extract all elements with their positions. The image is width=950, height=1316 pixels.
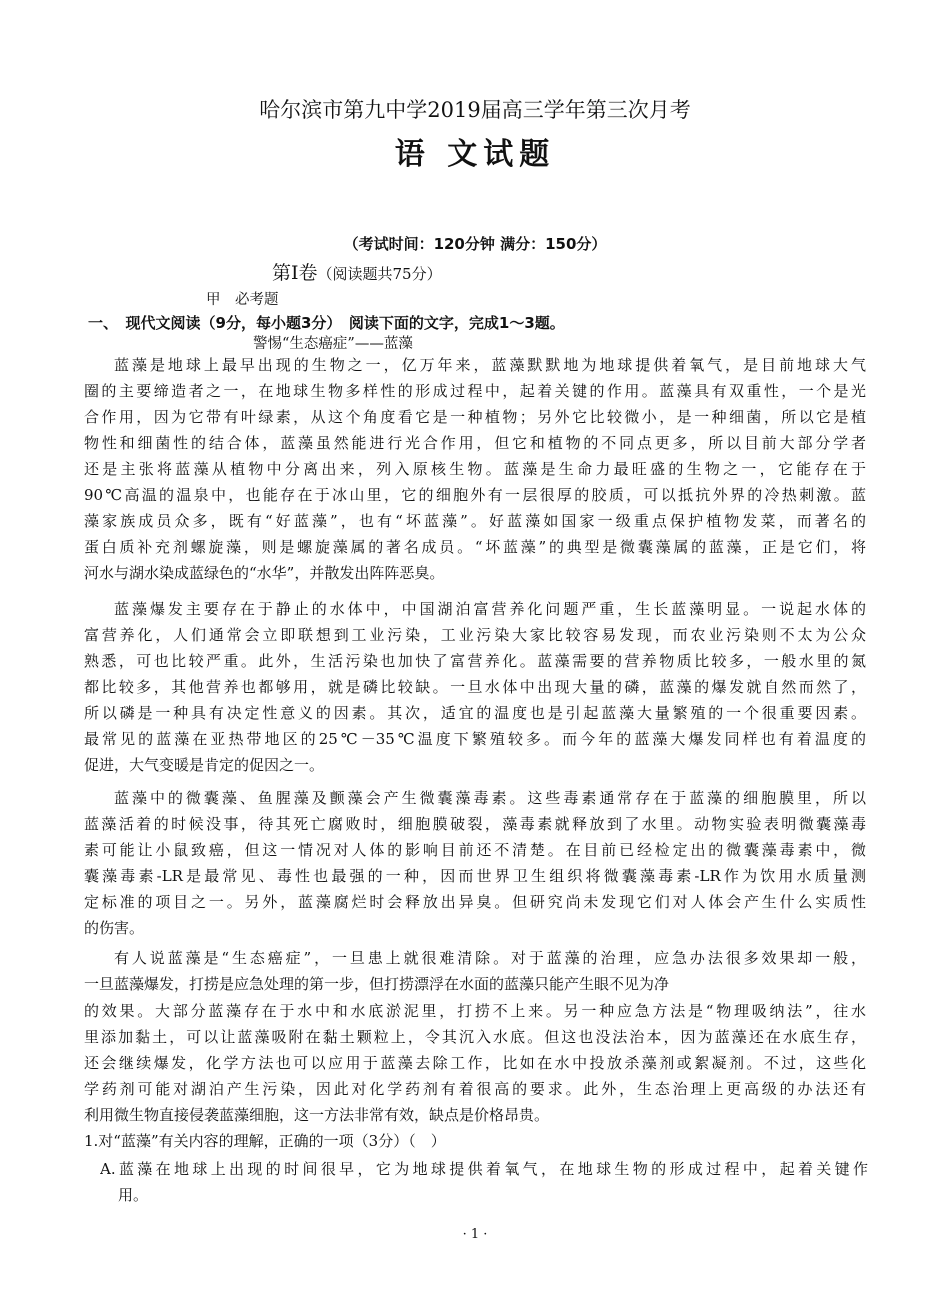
passage-line: 的效果。大部分蓝藻存在于水中和水底淤泥里，打捞不上来。另一种应急方法是“物理吸纳法”，往水 [84, 1002, 866, 1020]
passage-line: 河水与湖水染成蓝绿色的“水华”，并散发出阵阵恶臭。 [84, 564, 445, 582]
passage-line: 里添加黏土，可以让蓝藻吸附在黏土颗粒上，令其沉入水底。但这也没法治本，因为蓝藻还在水底生存， [84, 1028, 866, 1046]
question-1-option-a: A.蓝藻在地球上出现的时间很早，它为地球提供着氧气，在地球生物的形成过程中，起着关键作 [100, 1160, 868, 1178]
exam-info: （考试时间：120分钟 满分：150分） [343, 235, 607, 253]
passage-line: 还是主张将蓝藻从植物中分离出来，列入原核生物。蓝藻是生命力最旺盛的生物之一，它能存在于 [84, 460, 866, 478]
section-heading: 一、 现代文阅读（9分，每小题3分） 阅读下面的文字，完成1～3题。 [88, 314, 565, 332]
required-label: 甲 必考题 [206, 292, 279, 308]
passage-line: 素可能让小鼠致癌，但这一情况对人体的影响目前还不清楚。在目前已经检定出的微囊藻毒素中，微 [84, 841, 866, 859]
question-1-option-a-continued: 用。 [118, 1186, 149, 1204]
passage-line: 蓝藻是地球上最早出现的生物之一，亿万年来，蓝藻默默地为地球提供着氧气，是目前地球大气 [114, 356, 866, 374]
passage-line: 利用微生物直接侵袭蓝藻细胞，这一方法非常有效，缺点是价格昂贵。 [84, 1106, 550, 1124]
passage-line: 90℃高温的温泉中，也能存在于冰山里，它的细胞外有一层很厚的胶质，可以抵抗外界的冷热刺激。蓝 [84, 486, 866, 504]
passage-line: 囊藻毒素-LR是最常见、毒性也最强的一种，因而世界卫生组织将微囊藻毒素-LR作为饮用水质量测 [84, 867, 866, 885]
volume-heading [272, 258, 442, 285]
page-number: · 1 · [462, 1227, 488, 1242]
passage-line: 蓝藻中的微囊藻、鱼腥藻及颤藻会产生微囊藻毒素。这些毒素通常存在于蓝藻的细胞膜里，所以 [114, 789, 866, 807]
passage-line: 物性和细菌性的结合体，蓝藻虽然能进行光合作用，但它和植物的不同点更多，所以目前大部分学者 [84, 434, 866, 452]
passage-line: 最常见的蓝藻在亚热带地区的25℃－35℃温度下繁殖较多。而今年的蓝藻大爆发同样也有着温度的 [84, 730, 866, 748]
subject-title: 语 文试题 [394, 137, 556, 172]
passage-line: 蛋白质补充剂螺旋藻，则是螺旋藻属的著名成员。“坏蓝藻”的典型是微囊藻属的蓝藻，正是它们，将 [84, 538, 866, 556]
passage-line: 富营养化，人们通常会立即联想到工业污染，工业污染大家比较容易发现，而农业污染则不太为公众 [84, 626, 866, 644]
passage-line: 合作用，因为它带有叶绿素，从这个角度看它是一种植物；另外它比较微小，是一种细菌，所以它是植 [84, 408, 866, 426]
passage-line: 定标准的项目之一。另外，蓝藻腐烂时会释放出异臭。但研究尚未发现它们对人体会产生什么实质性 [84, 893, 866, 911]
passage-line: 的伤害。 [84, 919, 145, 937]
passage-title: 警惕“生态癌症”——蓝藻 [253, 336, 413, 352]
passage-line: 都比较多，其他营养也都够用，就是磷比较缺。一旦水体中出现大量的磷，蓝藻的爆发就自然而然了， [84, 678, 866, 696]
passage-line: 蓝藻活着的时候没事，待其死亡腐败时，细胞膜破裂，藻毒素就释放到了水里。动物实验表明微囊藻毒 [84, 815, 866, 833]
passage-line: 学药剂可能对湖泊产生污染，因此对化学药剂有着很高的要求。此外，生态治理上更高级的办法还有 [84, 1080, 866, 1098]
passage-line: 还会继续爆发，化学方法也可以应用于蓝藻去除工作，比如在水中投放杀藻剂或絮凝剂。不过，这些化 [84, 1054, 866, 1072]
volume-label: 第Ⅰ卷 [272, 262, 318, 284]
passage-line: 一旦蓝藻爆发，打捞是应急处理的第一步，但打捞漂浮在水面的蓝藻只能产生眼不见为净 [84, 975, 670, 993]
volume-subtitle: （阅读题共75分） [317, 265, 442, 283]
passage-line: 蓝藻爆发主要存在于静止的水体中，中国湖泊富营养化问题严重，生长蓝藻明显。一说起水体的 [114, 600, 866, 618]
passage-line: 所以磷是一种具有决定性意义的因素。其次，适宜的温度也是引起蓝藻大量繁殖的一个很重要因素。 [84, 704, 866, 722]
question-1-stem: 1.对“蓝藻”有关内容的理解，正确的一项（3分）（ ） [84, 1132, 446, 1150]
passage-line: 有人说蓝藻是“生态癌症”，一旦患上就很难清除。对于蓝藻的治理，应急办法很多效果却一般， [114, 949, 866, 967]
school-title: 哈尔滨市第九中学2019届高三学年第三次月考 [259, 98, 691, 122]
passage-line: 藻家族成员众多，既有“好蓝藻”，也有“坏蓝藻”。好蓝藻如国家一级重点保护植物发菜，而著名的 [84, 512, 866, 530]
passage-line: 促进，大气变暖是肯定的促因之一。 [84, 756, 325, 774]
passage-line: 熟悉，可也比较严重。此外，生活污染也加快了富营养化。蓝藻需要的营养物质比较多，一般水里的氮 [84, 652, 866, 670]
passage-line: 圈的主要缔造者之一，在地球生物多样性的形成过程中，起着关键的作用。蓝藻具有双重性，一个是光 [84, 382, 866, 400]
